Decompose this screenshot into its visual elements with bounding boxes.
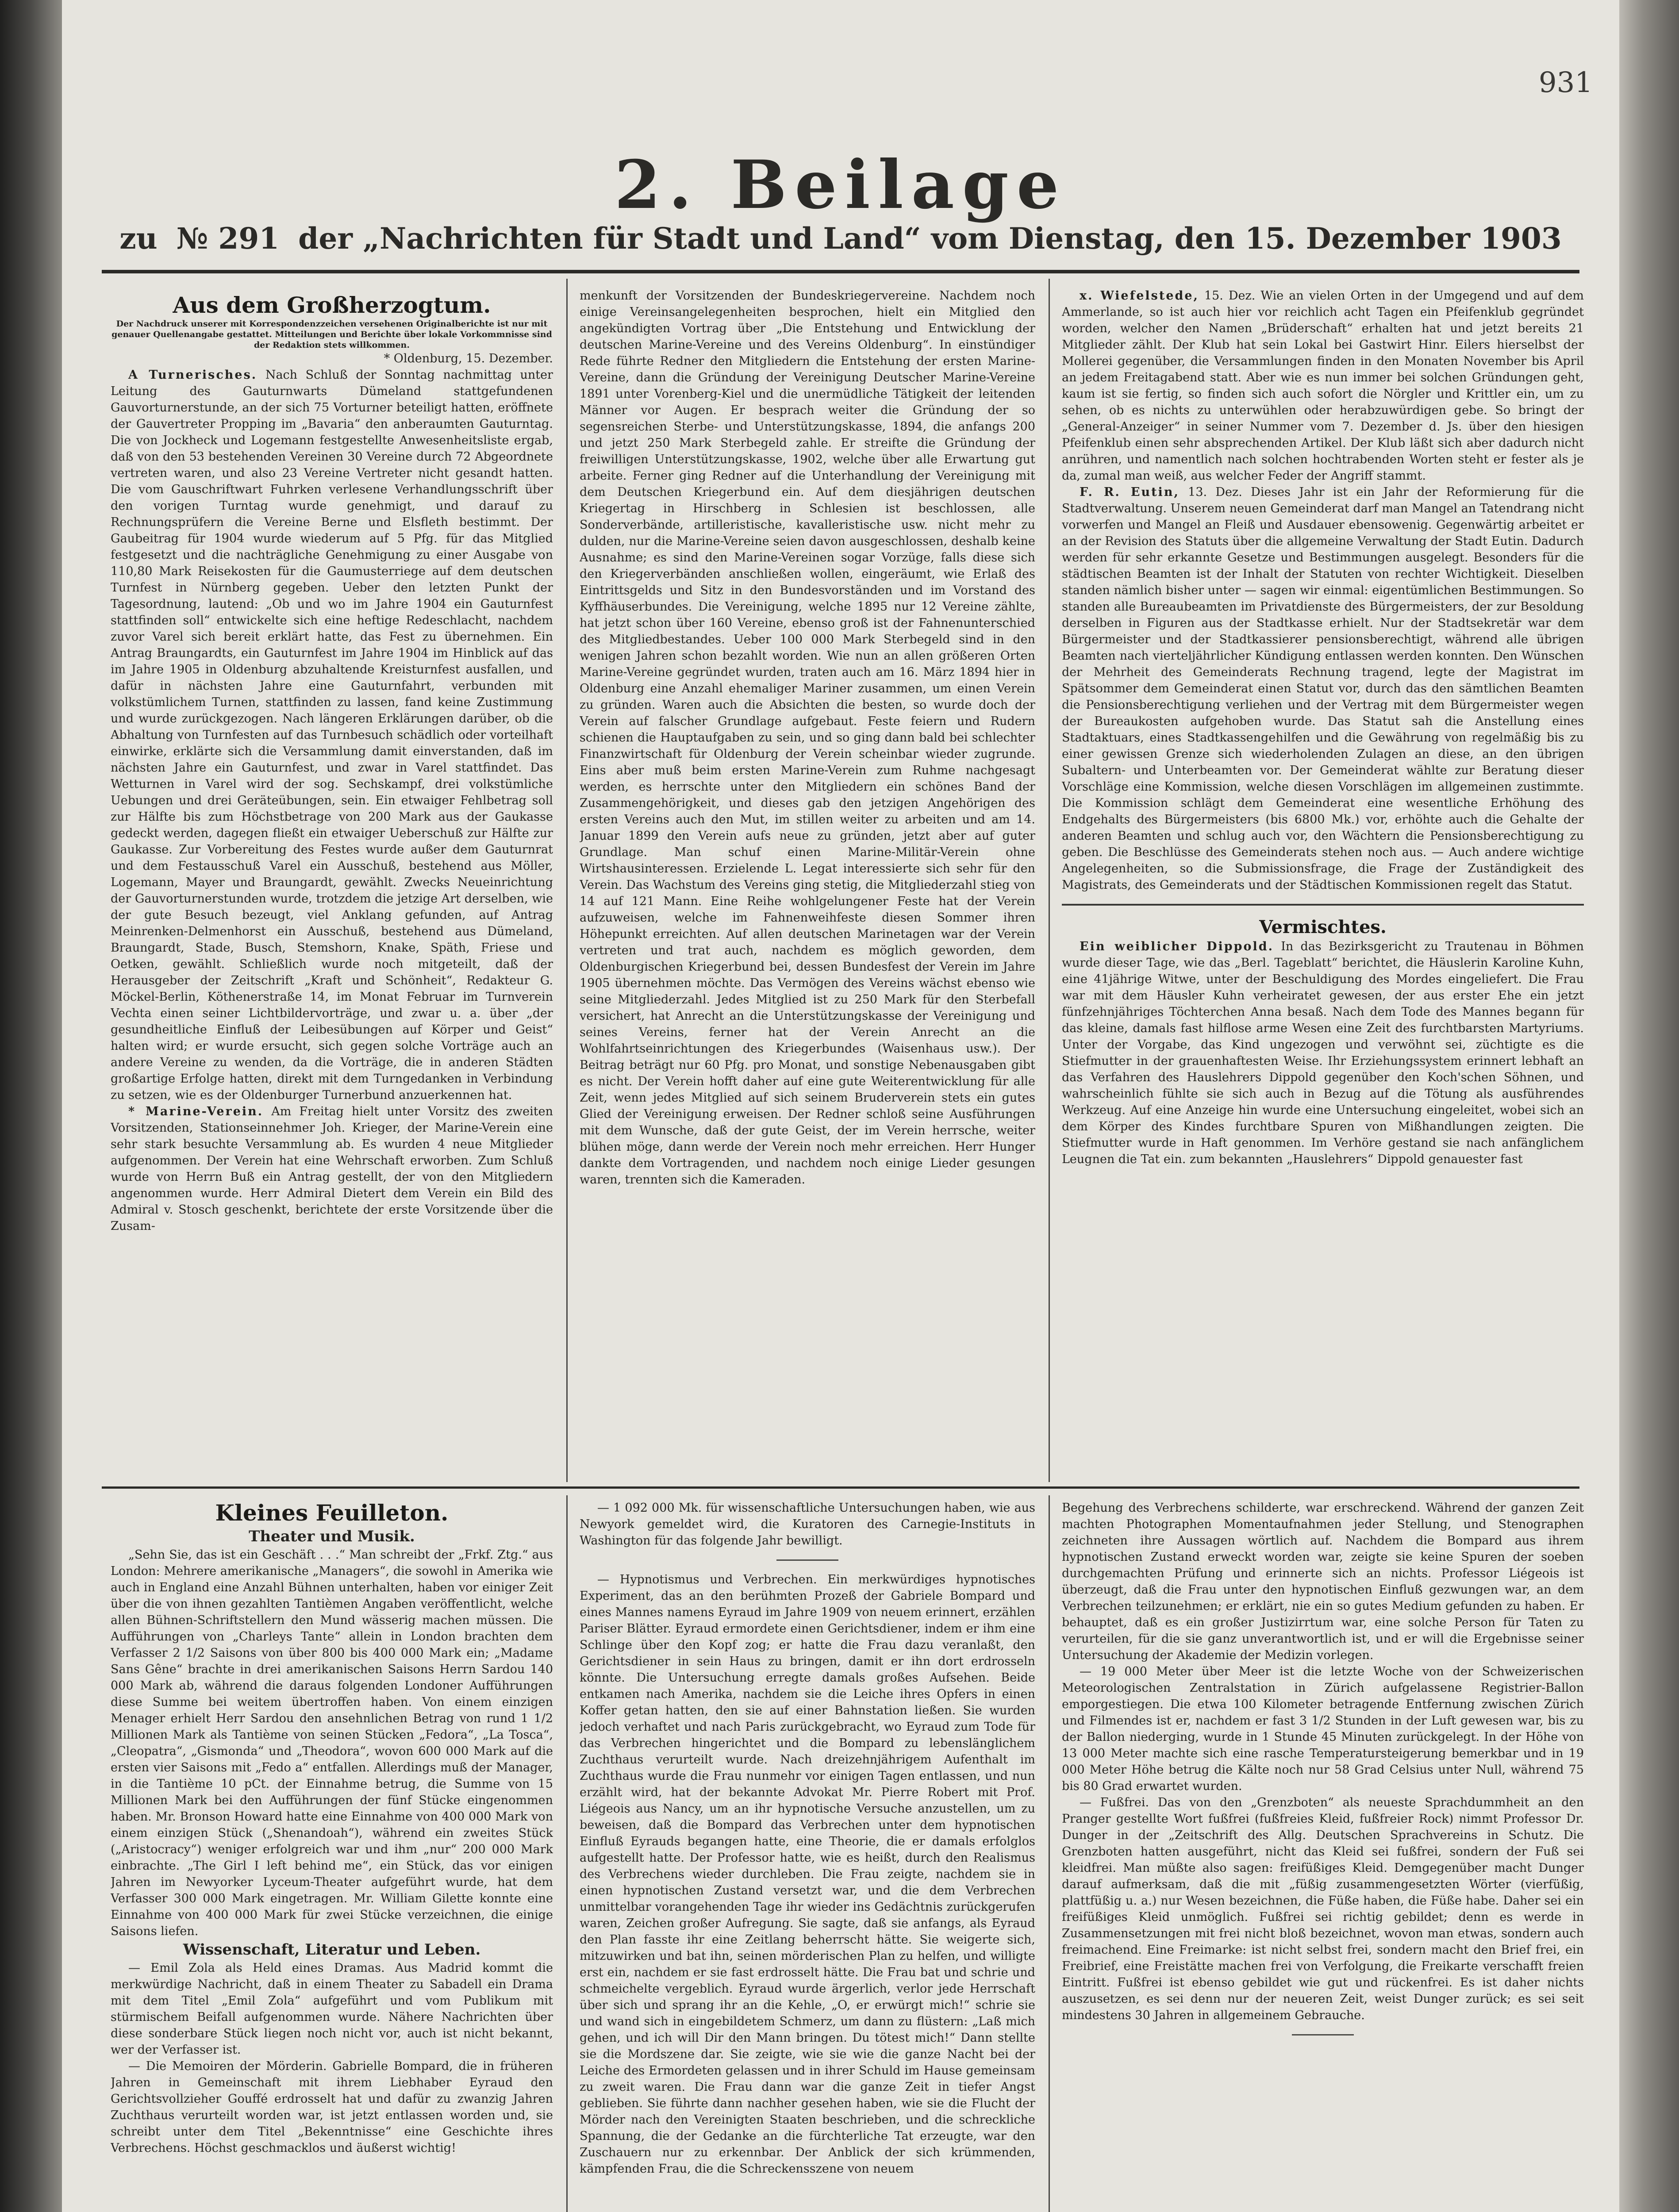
article-hypnotismus: — Hypnotismus und Verbrechen. Ein merkwürdiges hypnotisches Experiment, das an den berühmten Prozeß der Gabriele Bompard und eines Mannes namens Eyraud im Jahre 1909 von neuem erinnert, erzählen Pariser Blätter. Eyraud ermordete einen Gerichtsdiener, indem er ihm eine Schlinge über den Kopf zog; er hatte die Frau dazu veranlaßt, den Gerichtsdiener in sein Haus zu bringen, damit er ihn dort erdrosseln könnte. Die Untersuchung erregte damals großes Aufsehen. Beide entkamen nach Amerika, nachdem sie die Leiche ihres Opfers in einen Koffer getan hatten, den sie auf einer Bahnstation ließen. Sie wurden jedoch verhaftet und nach Paris zurückgebracht, wo Eyraud zum Tode für das Verbrechen hingerichtet und die Bompard zu lebenslänglichem Zuchthaus verurteilt wurde. Nach dreizehnjährigem Aufenthalt im Zuchthaus wurde die Frau nunmehr vor einigen Tagen entlassen, und nun erzählt wird, hat der bekannte Advokat Mr. Pierre Robert mit Prof. Liégeois aus Nancy, um an ihr hypnotische Versuche anzustellen, um zu beweisen, daß die Bompard das Verbrechen unter dem hypnotischen Einfluß Eyrauds begangen hatte, eine Theorie, die er damals erfolglos aufgestellt hatte. Der Professor hatte, wie es heißt, durch den Realismus des Verbrechens wieder durchleben. Die Frau zeigte, nachdem sie in einen hypnotischen Zustand versetzt war, und die dem Verbrechen unmittelbar vorangehenden Tage ihr wieder ins Gedächtnis zurückgerufen waren, Zeichen großer Aufregung. Sie sagte, daß sie anfangs, als Eyraud den Plan fasste ihr eine Zeitlang beherrscht hätte. Sie weigerte sich, mitzuwirken und bat ihn, seinen mörderischen Plan zu helfen, und willigte erst ein, nachdem er sie fast erdrosselt hätte. Die Frau bat und schrie und schmeichelte vergeblich. Eyraud wurde ärgerlich, verlor jede Herrschaft über sich und sprang ihr an die Kehle, „O, er erwürgt mich!“ schrie sie und wand sich in eingebildetem Schmerz, um dann zu flüstern: „Laß mich gehen, und ich will Dir den Mann bringen. Du tötest mich!“ Dann stellte sie die Mordszene dar. Sie zeigte, wie sie wie die ganze Nacht bei der Leiche des Ermordeten gelassen und in ihrer Schuld im Hause gemeinsam zu zweit waren. Die Frau dann war die ganze Zeit in tiefer Angst geblieben. Sie führte dann nachher gesehen haben, wie sie die Flucht der Mörder nach den Vereinigten Staaten beschrieben, und die schreckliche Spannung, die der Gedanke an die fürchterliche Tat erzeugte, war den Zuschauern nur zu erkennbar. Der Anblick der sich krümmenden, kämpfenden Frau, die die Schreckensszene von neuem bbox=[580, 1573, 1035, 2176]
book-binding bbox=[0, 0, 62, 2212]
article-body: menkunft der Vorsitzenden der Bundeskriegervereine. Nachdem noch einige Vereinsangelegenheiten besprochen, hielt ein Mitglied den angekündigten Vortrag über „Die Entstehung und Entwicklung der deutschen Marine-Vereine und des Vereins Oldenburg“. In einstündiger Rede führte Redner den Mitgliedern die Entstehung der ersten Marine-Vereine, dann die Gründung der Vereinigung Deutscher Marine-Vereine 1891 unter Vorenberg-Kiel und die unermüdliche Tätigkeit der leitenden Männer vor Augen. Er besprach weiter die Gründung der so segensreichen Sterbe- und Unterstützungskasse, 1894, die anfangs 200 und jetzt 250 Mark Sterbegeld zahle. Er streifte die Gründung der freiwilligen Unterstützungskasse, 1902, welche über alle Erwartung gut arbeite. Ferner ging Redner auf die Unterhandlung der Vereinigung mit dem Deutschen Kriegerbund ein. Auf dem diesjährigen deutschen Kriegertag in Hirschberg in Schlesien ist beschlossen, alle Sonderverbände, artilleristische, kavalleristische usw. nicht mehr zu dulden, nur die Marine-Vereine seien davon ausgeschlossen, deshalb keine Ausnahme; es sind den Marine-Vereinen sogar Vorzüge, falls diese sich den Kriegerverbänden anschließen wollen, eingeräumt, wie Erlaß des Eintrittsgelds und Sitz in den Bundesvorständen und im Vorstand des Kyffhäuserbundes. Die Vereinigung, welche 1895 nur 12 Vereine zählte, hat jetzt schon über 160 Vereine, ebenso groß ist der Fahnenunterschied des Mitgliedbestandes. Ueber 100 000 Mark Sterbegeld sind in den wenigen Jahren schon bezahlt worden. Wie nun an allen größeren Orten Marine-Vereine gegründet wurden, traten auch am 16. März 1894 hier in Oldenburg eine Anzahl ehemaliger Mariner zusammen, um einen Verein zu gründen. Waren auch die Absichten die besten, so wurde doch der Verein auf falscher Grundlage aufgebaut. Feste feiern und Rudern schienen die Hauptaufgaben zu sein, und so ging dann bald bei schlechter Finanzwirtschaft für Oldenburg der Verein scheinbar wieder zugrunde. Eins aber muß beim ersten Marine-Verein zum Ruhme nachgesagt werden, es herrschte unter den Mitgliedern ein schönes Band der Zusammengehörigkeit, und dieses gab den jetzigen Angehörigen des ersten Vereins auch den Mut, im stillen weiter zu arbeiten und am 14. Januar 1899 den Verein aufs neue zu gründen, jetzt aber auf guter Grundlage. Man schuf einen Marine-Militär-Verein ohne Wirtshausinteressen. Erzielende L. Legat interessierte sich sehr für den Verein. Das Wachstum des Vereins ging stetig, die Mitgliederzahl stieg von 14 auf 121 Mann. Eine Reihe wohlgelungener Feste hat der Verein aufzuweisen, welche im Fahnenweihfeste diesen Sommer ihren Höhepunkt erreichten. Auf allen deutschen Marinetagen war der Verein vertreten und trat auch, nachdem es möglich geworden, dem Oldenburgischen Kriegerbund bei, dessen Bundesfest der Verein im Jahre 1905 übernehmen möchte. Das Vermögen des Vereins wächst ebenso wie seine Mitgliederzahl. Jedes Mitglied ist zu 250 Mark für den Sterbefall versichert, hat Anrecht an die Unterstützungskasse der Vereinigung und seines Vereins, ferner hat der Verein Anrecht an die Wohlfahrtseinrichtungen des Kriegerbundes (Waisenhaus usw.). Der Beitrag beträgt nur 60 Pfg. pro Monat, und sonstige Nebenausgaben gibt es nicht. Der Verein hofft daher auf eine gute Weiterentwicklung für alle Zeit, wenn jedes Mitglied auf sich seinem Bruderverein stets ein gutes Glied der Vereinigung erweisen. Der Redner schloß seine Ausführungen mit dem Wunsche, daß der gute Geist, der im Verein herrsche, weiter blühen möge, dann werde der Verein noch mehr erreichen. Herr Hunger dankte dem Vortragenden, und nachdem noch einige Lieder gesungen waren, trennten sich die Kameraden. bbox=[580, 289, 1035, 1187]
article-turnerisches bbox=[111, 367, 553, 1103]
short-divider bbox=[776, 1559, 838, 1561]
section-heading: Aus dem Großherzogtum. bbox=[173, 292, 491, 318]
article-body: In das Bezirksgericht zu Trautenau in Böhmen wurde dieser Tage, wie das „Berl. Tageblatt“ berichtet, die Häuslerin Karoline Kuhn, eine 41jährige Witwe, unter der Beschuldigung des Mordes eingeliefert. Die Frau war mit dem Häusler Kuhn verheiratet gewesen, der aus erster Ehe ein jetzt fünfzehnjähriges Töchterchen Anna besaß. Nach dem Tode des Mannes begann für das kleine, damals fast hilflose arme Wesen eine Zeit des furchtbarsten Martyriums. Unter der Vorgabe, das Kind ungezogen und verwöhnt sei, züchtigte es die Stiefmutter in der grauenhaftesten Weise. Ihr Erziehungssystem erinnert lebhaft an das Verfahren des Hauslehrers Dippold gegenüber den Koch'schen Söhnen, und wahrscheinlich fühlte sie sich auch in Bezug auf die Tötung als ausführendes Werkzeug. Auf eine Anzeige hin wurde eine Untersuchung eingeleitet, wobei sich an dem Körper des Kindes furchtbare Spuren von Mißhandlungen zeigten. Die Stiefmutter wurde in Haft genommen. Im Verhöre gestand sie nach anfänglichem Leugnen die Tat ein. zum bekannten „Hauslehrers“ Dippold genauester fast bbox=[1062, 940, 1584, 1166]
article-fussfrei: — Fußfrei. Das von den „Grenzboten“ als neueste Sprachdummheit an den Pranger gestellte Wort fußfrei (fußfreies Kleid, fußfreier Rock) nimmt Professor Dr. Dunger in der „Zeitschrift des Allg. Deutschen Sprachvereins in Schutz. Die Grenzboten hatten ausgeführt, nicht das Kleid sei fußfrei, sondern der Fuß sei kleidfrei. Man müßte also sagen: freifüßiges Kleid. Demgegenüber macht Dunger darauf aufmerksam, daß die mit „füßig zusammengesetzten Wörter (vierfüßig, plattfüßig u. a.) nur Wesen bezeichnen, die Füße haben, die Füße habe. Daher sei ein freifüßiges Kleid unmöglich. Fußfrei sei richtig gebildet; denn es werde in Zusammensetzungen mit frei nicht bloß bezeichnet, wovon man etwas, sondern auch freimachend. Eine Freimarke: ist nicht selbst frei, sondern macht den Brief frei, ein Freibrief, eine Freistätte machen frei von Verfolgung, die Freikarte verschafft freien Eintritt. Fußfrei ist ebenso gebildet wie gut und rückenfrei. Es ist daher nichts auszusetzen, es sei denn nur der neueren Zeit, weist Dunger zurück; es sei seit mindestens 30 Jahren in allgemeinem Gebrauche. bbox=[1062, 1796, 1584, 2022]
section-heading: Kleines Feuilleton. bbox=[215, 1500, 449, 1526]
article-kicker: x. Wiefelstede, bbox=[1080, 289, 1199, 303]
column-feuilleton bbox=[111, 1500, 553, 2212]
article-body: Nach Schluß der Sonntag nachmittag unter Leitung des Gauturnwarts Dümeland stattgefundenen Gauvorturnerstunde, an der sich 75 Vorturner beteiligt hatten, eröffnete der Gauvertreter Propping im „Bavaria“ den anberaumten Gauturntag. Die von Jockheck und Logemann festgestellte Anwesenheitsliste ergab, daß von den 53 bestehenden Vereinen 30 Vereine durch 72 Abgeordnete vertreten waren, und also 23 Vereine Vertreter nicht gesandt hatten. Die vom Gauschriftwart Fuhrken verlesene Verhandlungsschrift über den vorigen Turntag wurde genehmigt, und darauf zu Rechnungsprüfern die Vereine Berne und Elsfleth bestimmt. Der Gaubeitrag für 1904 wurde wiederum auf 5 Pfg. für das Mitglied festgesetzt und die nachträgliche Genehmigung zu einer Ausgabe von 110,80 Mark Reisekosten für die Gaumusterriege auf dem deutschen Turnfest in Nürnberg gegeben. Ueber den letzten Punkt der Tagesordnung, lautend: „Ob und wo im Jahre 1904 ein Gauturnfest stattfinden soll“ entwickelte sich eine heftige Redeschlacht, nachdem zuvor Varel sich bereit erklärt hatte, das Fest zu übernehmen. Ein Antrag Braungardts, ein Gauturnfest im Jahre 1904 im Hinblick auf das im Jahre 1905 in Oldenburg abzuhaltende Kreisturnfest ausfallen, und dafür in nächsten Jahre eine Gauturnfahrt, verbunden mit volkstümlichem Turnen, stattfinden zu lassen, fand keine Zustimmung und wurde zurückgezogen. Nach längeren Erklärungen darüber, ob die Abhaltung von Turnfesten auf das Turnbesuch schädlich oder vorteilhaft einwirke, erklärte sich die Versammlung damit einverstanden, daß im nächsten Jahre ein Gauturnfest, und zwar in Varel stattfindet. Das Wetturnen in Varel wird der sog. Sechskampf, drei volkstümliche Uebungen und drei Geräteübungen, sein. Ein etwaiger Fehlbetrag soll zur Hälfte bis zum Höchstbetrage von 200 Mark aus der Gaukasse gedeckt werden, dagegen fließt ein etwaiger Ueberschuß zur Hälfte zur Gaukasse. Zur Vorbereitung des Festes wurde außer dem Gauturnrat und dem Festausschuß Varel ein Ausschuß, bestehend aus Möller, Logemann, Mayer und Braungardt, gewählt. Zwecks Neueinrichtung der Gauvorturnerstunden wurde, trotzdem die jetzige Art derselben, wie der gute Besuch bezeugt, viel Anklang gefunden, auf Antrag Meinrenken-Delmenhorst ein Ausschuß, bestehend aus Dümeland, Braungardt, Stade, Busch, Stemshorn, Knake, Späth, Friese und Oetken, gewählt. Schließlich wurde noch mitgeteilt, daß der Herausgeber der Zeitschrift „Kraft und Schönheit“, Redakteur G. Möckel-Berlin, Köthenerstraße 14, im Monat Februar im Turnverein Vechta einen seiner Lichtbildervorträge, und zwar u. a. über „der gesundheitliche Einfluß der Leibesübungen auf Körper und Geist“ halten wird; er wurde ersucht, sich gegen solche Vorträge auch an andere Vereine zu wenden, da die Vorträge, die in anderen Städten großartige Erfolge hatten, direkt mit dem Turngedanken in Verbindung zu setzen, wie es der Oldenburger Turnerbund anzuerkennen hat. bbox=[111, 368, 553, 1102]
column-rule bbox=[1049, 279, 1050, 1482]
reprint-note: Der Nachdruck unserer mit Korrespondenzzeichen versehenen Originalberichte ist nur mit genauer Quellenangabe gestattet. Mitteilungen und Berichte über lokale Vorkommnisse sind der Redaktion stets willkommen. bbox=[111, 319, 552, 350]
article-body: Am Freitag hielt unter Vorsitz des zweiten Vorsitzenden, Stationseinnehmer Joh. Krieger, der Marine-Verein eine sehr stark besuchte Versammlung ab. Es wurden 4 neue Mitglieder aufgenommen. Der Verein hat eine Wehrschaft erworben. Zum Schluß wurde von Herrn Buß ein Antrag gestellt, der von den Mitgliedern angenommen wurde. Herr Admiral Dietert dem Verein ein Bild des Admiral v. Stosch geschenkt, berichtete der erste Vorsitzende über die Zusam- bbox=[111, 1105, 553, 1233]
page-number: 931 bbox=[1538, 66, 1593, 99]
page-edge bbox=[1619, 0, 1679, 2212]
subtitle-zu: zu bbox=[119, 221, 158, 256]
column-feuilleton-3 bbox=[1062, 1500, 1584, 2212]
supplement-subtitle bbox=[62, 221, 1619, 256]
article-zola: — Emil Zola als Held eines Dramas. Aus Madrid kommt die merkwürdige Nachricht, daß in einem Theater zu Sabadell ein Drama mit dem Titel „Emil Zola“ aufgeführt und vom Publikum mit stürmischem Beifall aufgenommen wurde. Nähere Nachrichten über diese sonderbare Stück liegen noch nicht vor, auch ist nicht bekannt, wer der Verfasser ist. bbox=[111, 1961, 553, 2057]
article-eutin bbox=[1062, 484, 1584, 893]
article-hypnotismus-continued: Begehung des Verbrechens schilderte, war erschreckend. Während der ganzen Zeit machten Photographen Momentaufnahmen jeder Stellung, und Stenographen zeichneten ihre Aussagen wörtlich auf. Nachdem die Bompard aus ihrem hypnotischen Zustand erweckt worden war, zeigte sie keine Spuren der soeben durchgemachten Prüfung und erinnerte sich an nichts. Professor Liégeois ist überzeugt, daß die Frau unter den hypnotischen Einfluß gezwungen war, an dem Verbrechen teilzunehmen; er erklärt, nie ein so gutes Medium gefunden zu haben. Er behauptet, daß es ein großer Justizirrtum war, eine solche Person für Taten zu verurteilen, für die sie ganz unverantwortlich ist, und er will die Ergebnisse seiner Untersuchung der Akademie der Medizin vorlegen. bbox=[1062, 1501, 1584, 1662]
feuilleton-rule bbox=[102, 1486, 1579, 1489]
column-feuilleton-2 bbox=[580, 1500, 1035, 2212]
article-body: 13. Dez. Dieses Jahr ist ein Jahr der Reformierung für die Stadtverwaltung. Unserem neuen Gemeinderat darf man Mangel an Tatendrang nicht vorwerfen und Mangel an Fleiß und Ausdauer ebensowenig. Gegenwärtig arbeitet er an der Revision des Statuts über die allgemeine Verwaltung der Stadt Eutin. Dadurch werden für sehr erkannte Gesetze und Bestimmungen ausgelegt. Besonders für die städtischen Beamten ist der Inhalt der Statuten von rechter Wichtigkeit. Dieselben standen nämlich bisher unter — sagen wir einmal: eigentümlichen Bestimmungen. So standen alle Bureaubeamten im Privatdienste des Bürgermeisters, der zur Besoldung derselben in Figuren aus der Stadtkasse erhielt. Nur der Stadtsekretär war dem Bürgermeister und der Stadtkassierer pensionsberechtigt, während alle übrigen Beamten nach vierteljährlicher Kündigung entlassen werden konnten. Den Wünschen der Mehrheit des Gemeinderats Rechnung tragend, legte der Magistrat im Spätsommer dem Gemeinderat einen Statut vor, durch das den sämtlichen Beamten die Pensionsberechtigung verliehen und der Vertrag mit dem Bürgermeister wegen der Bureaukosten aufgehoben wurde. Das Statut sah die Anstellung eines Stadtaktuars, eines Stadtkassengehilfen und die Gewährung von regelmäßig bis zu einer gewissen Grenze sich wiederholenden Zulagen an diese, an den übrigen Subaltern- und Unterbeamten vor. Der Gemeinderat wählte zur Beratung dieser Vorschläge eine Kommission, welche diesen Vorschlägen im allgemeinen zustimmte. Die Kommission schlägt dem Gemeinderat eine wesentliche Erhöhung des Endgehalts des Bürgermeisters (bis 6800 Mk.) vor, erhöhte auch die Gehalte der anderen Beamten und schlug auch vor, den Wächtern die Pensionsberechtigung zu geben. Die Beschlüsse des Gemeinderats stehen noch aus. — Auch andere wichtige Angelegenheiten, so die Submissionsfrage, die Frage der Zuständigkeit des Magistrats, des Gemeinderats und der Städtischen Kommissionen regelt das Statut. bbox=[1062, 485, 1584, 892]
end-divider bbox=[1292, 2034, 1354, 2035]
article-ballon: — 19 000 Meter über Meer ist die letzte Woche von der Schweizerischen Meteorologischen Zentralstation in Zürich aufgelassene Registrier-Ballon emporgestiegen. Die etwa 100 Kilometer betragende Entfernung zwischen Zürich und Filmendes ist er, nachdem er fast 3 1/2 Stunden in der Luft gewesen war, bis zu der Ballon niederging, wurde in 1 Stunde 45 Minuten zurückgelegt. In der Höhe von 13 000 Meter machte sich eine rasche Temperatursteigerung bemerkbar und in 19 000 Meter Höhe betrug die Kälte noch nur 58 Grad Celsius unter Null, während 75 bis 80 Grad erwartet wurden. bbox=[1062, 1665, 1584, 1793]
subtitle-number: № 291 bbox=[176, 221, 280, 256]
section-heading: Vermischtes. bbox=[1259, 917, 1387, 937]
article-dippold bbox=[1062, 938, 1584, 1167]
column-grossherzogtum bbox=[111, 292, 553, 1478]
article-tantiemen: „Sehn Sie, das ist ein Geschäft . . .“ Man schreibt der „Frkf. Ztg.“ aus London: Mehrere amerikanische „Managers“, die sowohl in Amerika wie auch in England eine Anzahl Bühnen unterhalten, haben vor einiger Zeit über die von ihnen gezahlten Tantièmen Angaben veröffentlicht, welche allen Bühnen-Schriftstellern den Mund wässerig machen müssen. Die Aufführungen von „Charleys Tante“ allein in London brachten dem Verfasser 2 1/2 Saisons von über 800 bis 400 000 Mark ein; „Madame Sans Gêne“ brachte in drei amerikanischen Saisons Herrn Sardou 140 000 Mark ab, während die daraus folgenden Londoner Aufführungen diese Summe bei weitem übertroffen haben. Von einem einzigen Menager erhielt Herr Sardou den ansehnlichen Betrag von rund 1 1/2 Millionen Mark als Tantième von seinen Stücken „Fedora“, „La Tosca“, „Cleopatra“, „Gismonda“ und „Theodora“, wovon 600 000 Mark auf die ersten vier Saisons mit „Fedo a“ entfallen. Allerdings muß der Manager, in die Tantième 10 pCt. der Einnahme betrug, die Summe von 15 Millionen Mark bei den Aufführungen der fünf Stücke eingenommen haben. Mr. Bronson Howard hatte eine Einnahme von 400 000 Mark von einem einzigen Stück („Shenandoah“), während ein zweites Stück („Aristocracy“) weniger erfolgreich war und ihm „nur“ 200 000 Mark einbrachte. „The Girl I left behind me“, ein Stück, das vor einigen Jahren im Newyorker Lyceum-Theater aufgeführt wurde, hat dem Verfasser 300 000 Mark eingetragen. Mr. William Gilette konnte eine Einnahme von 400 000 Mark für zwei Stücke verzeichnen, die einige Saisons liefen. bbox=[111, 1548, 553, 1938]
article-kicker: Ein weiblicher Dippold. bbox=[1080, 940, 1274, 953]
column-rule bbox=[566, 279, 568, 1482]
supplement-title: 2. Beilage bbox=[614, 146, 1067, 224]
article-kicker: A Turnerisches. bbox=[128, 368, 257, 382]
article-kicker: * Marine-Verein. bbox=[128, 1105, 264, 1118]
dateline: * Oldenburg, 15. Dezember. bbox=[384, 352, 553, 365]
article-kicker: F. R. Eutin, bbox=[1080, 485, 1180, 499]
masthead-rule bbox=[102, 270, 1579, 273]
article-body: 15. Dez. Wie an vielen Orten in der Umgegend und auf dem Ammerlande, so ist auch hier vor reichlich acht Tagen ein Pfeifenklub gegründet worden, welcher den Namen „Brüderschaft“ erhalten hat und jetzt bereits 21 Mitglieder zählt. Der Klub hat sein Lokal bei Gastwirt Hinr. Eilers hierselbst der Mollerei gegenüber, die Versammlungen finden in den Monaten November bis April an jedem Freitagabend statt. Aber wie es nun immer bei solchen Gründungen geht, kaum ist sie fertig, so finden sich auch sofort die Nörgler und Krittler ein, um zu sehen, ob es nichts zu unterwühlen oder herabzuwürdigen gebe. So bringt der „General-Anzeiger“ in seiner Nummer vom 7. Dezember d. Js. über den hiesigen Pfeifenklub einen sehr absprechenden Artikel. Der Klub läßt sich aber dadurch nicht anrühren, und namentlich nach solchen hochtrabenden Worten steht er fester als je da, zumal man weiß, aus welcher Feder der Angriff stammt. bbox=[1062, 289, 1584, 483]
article-marine-verein bbox=[111, 1103, 553, 1234]
article-wiefelstede bbox=[1062, 288, 1584, 484]
column-marine-verein-continued bbox=[580, 288, 1035, 1478]
column-local-news bbox=[1062, 288, 1584, 1478]
sub-heading: Wissenschaft, Literatur und Leben. bbox=[183, 1941, 481, 1959]
sub-heading: Theater und Musik. bbox=[249, 1528, 415, 1545]
section-divider bbox=[1062, 904, 1584, 906]
article-memoiren: — Die Memoiren der Mörderin. Gabrielle Bompard, die in früheren Jahren in Gemeinschaft mit ihrem Liebhaber Eyraud den Gerichtsvollzieher Gouffé erdrosselt hat und dafür zu zwanzig Jahren Zuchthaus verurteilt worden war, ist jetzt entlassen worden und, sie schreibt unter dem Titel „Bekenntnisse“ eine Geschichte ihres Verbrechens. Höchst geschmacklos und äußerst wichtig! bbox=[111, 2059, 553, 2155]
column-rule bbox=[1049, 1495, 1050, 2212]
column-rule bbox=[566, 1495, 568, 2212]
newspaper-page bbox=[62, 0, 1619, 2212]
subtitle-rest: der „Nachrichten für Stadt und Land“ vom Dienstag, den 15. Dezember 1903 bbox=[298, 221, 1562, 256]
article-carnegie: — 1 092 000 Mk. für wissenschaftliche Untersuchungen haben, wie aus Newyork gemeldet wird, die Kuratoren des Carnegie-Instituts in Washington für das folgende Jahr bewilligt. bbox=[580, 1501, 1035, 1548]
